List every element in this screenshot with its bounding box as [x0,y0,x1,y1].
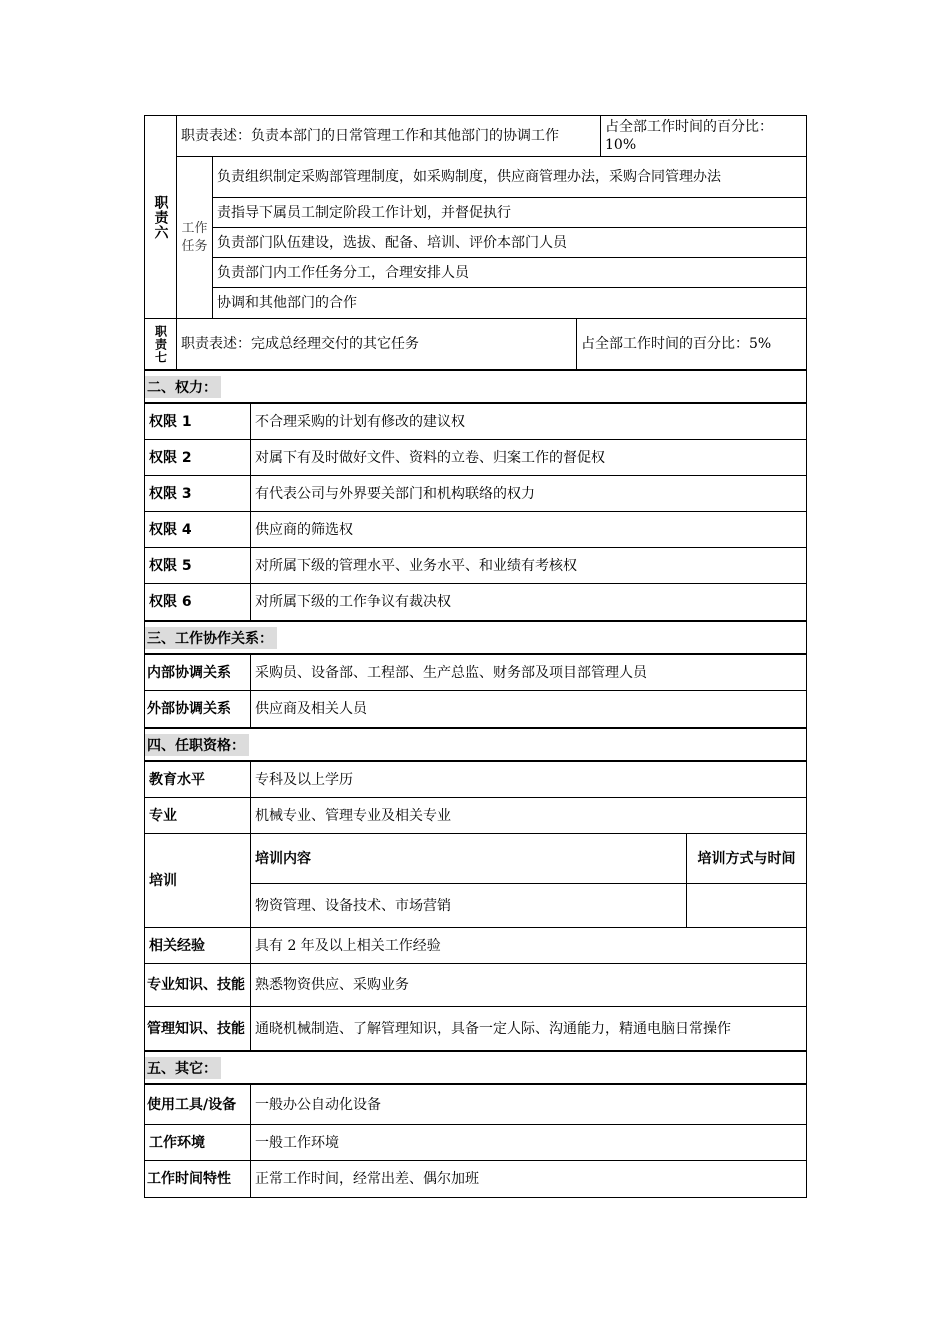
prof-skill-label: 专业知识、技能 [145,964,251,1006]
power-section-header [144,369,807,404]
work-time-text: 正常工作时间，经常出差、偶尔加班 [255,1171,479,1187]
mgmt-skill-label: 管理知识、技能 [145,1007,251,1050]
qualifications-section-header [144,727,807,762]
other-title: 五、其它： [145,1057,221,1079]
duty6-statement: 职责表述：负责本部门的日常管理工作和其他部门的协调工作 [177,116,601,156]
training-label: 培训 [145,834,251,927]
power-label: 权限 2 [145,440,251,475]
power-text: 有代表公司与外界要关部门和机构联络的权力 [255,485,535,502]
major-label: 专业 [145,798,251,833]
duty6-task-label: 工作任务 [177,157,213,318]
duty6-block [144,115,807,318]
training-content: 物资管理、设备技术、市场营销 [251,884,687,927]
power-text: 不合理采购的计划有修改的建议权 [255,413,465,430]
power-label: 权限 1 [145,404,251,439]
prof-skill-text: 熟悉物资供应、采购业务 [255,977,409,993]
tools-label: 使用工具/设备 [145,1085,251,1124]
duty6-task: 负责部门队伍建设，选拔、配备、培训、评价本部门人员 [217,234,567,251]
job-description-table [144,115,807,1198]
relations-title: 三、工作协作关系： [145,627,277,649]
tools-text: 一般办公自动化设备 [255,1096,381,1113]
relation-text: 采购员、设备部、工程部、生产总监、财务部及项目部管理人员 [255,664,647,681]
relation-text: 供应商及相关人员 [255,701,367,717]
training-content-header: 培训内容 [251,834,687,883]
training-method [687,884,806,927]
duty6-task: 负责部门内工作任务分工，合理安排人员 [217,264,469,281]
duty6-task: 责指导下属员工制定阶段工作计划，并督促执行 [217,204,511,221]
work-time-label: 工作时间特性 [145,1161,251,1197]
power-text: 对所属下级的工作争议有裁决权 [255,594,451,610]
power-title: 二、权力： [145,376,221,398]
mgmt-skill-text: 通晓机械制造、了解管理知识，具备一定人际、沟通能力，精通电脑日常操作 [255,1020,731,1037]
duty7-block [144,318,807,369]
experience-label: 相关经验 [145,928,251,963]
duty6-task: 负责组织制定采购部管理制度，如采购制度，供应商管理办法，采购合同管理办法 [217,169,721,185]
duty6-task: 协调和其他部门的合作 [217,295,357,311]
duty7-label: 职责七 [145,319,177,369]
education-text: 专科及以上学历 [255,771,353,788]
power-label: 权限 3 [145,476,251,511]
qualifications-title: 四、任职资格： [145,734,249,756]
experience-text: 具有 2 年及以上相关工作经验 [255,937,441,954]
training-method-header: 培训方式与时间 [697,850,796,867]
duty7-percent: 占全部工作时间的百分比：5% [581,336,772,352]
major-text: 机械专业、管理专业及相关专业 [255,807,451,824]
environment-text: 一般工作环境 [255,1134,339,1151]
duty7-statement: 职责表述：完成总经理交付的其它任务 [177,319,577,369]
duty6-percent: 占全部工作时间的百分比：10% [605,119,773,153]
power-label: 权限 4 [145,512,251,547]
power-text: 对所属下级的管理水平、业务水平、和业绩有考核权 [255,557,577,574]
power-text: 对属下有及时做好文件、资料的立卷、归案工作的督促权 [255,449,605,466]
relation-label: 内部协调关系 [145,655,251,690]
other-section-header [144,1050,807,1085]
relation-label: 外部协调关系 [145,691,251,727]
relations-section-header [144,620,807,655]
power-label: 权限 6 [145,584,251,620]
power-label: 权限 5 [145,548,251,583]
education-label: 教育水平 [145,762,251,797]
duty6-label: 职责六 [145,116,177,318]
environment-label: 工作环境 [145,1125,251,1160]
power-text: 供应商的筛选权 [255,521,353,538]
